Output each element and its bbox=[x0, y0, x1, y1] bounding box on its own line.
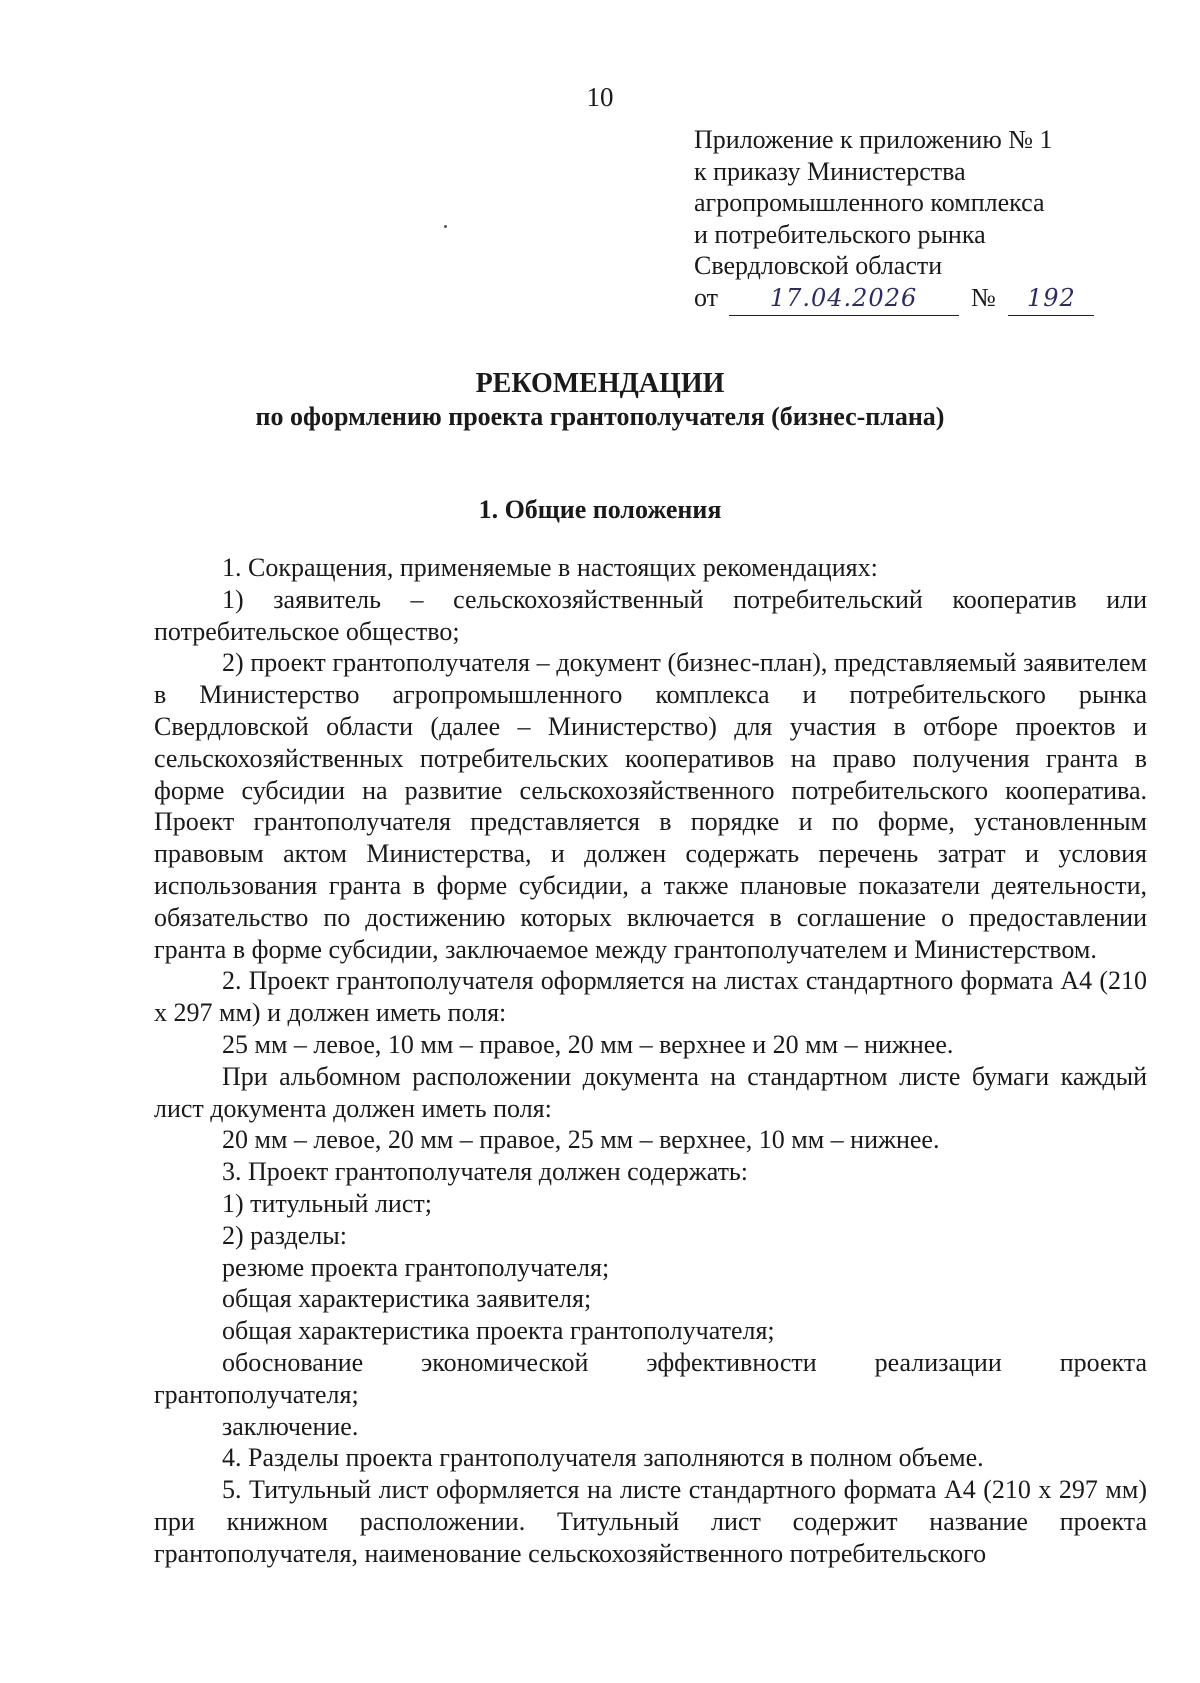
paragraph: 1. Сокращения, применяемые в настоящих рекомендациях: bbox=[222, 553, 878, 582]
handwritten-date: 17.04.2026 bbox=[729, 285, 959, 316]
scan-speck bbox=[444, 225, 447, 228]
paragraph: 1) заявитель – сельскохозяйственный потребительский кооператив или потребительское общество; bbox=[154, 584, 1147, 646]
paragraph: заключение. bbox=[222, 1411, 359, 1441]
paragraph: 20 мм – левое, 20 мм – правое, 25 мм – верхнее, 10 мм – нижнее. bbox=[222, 1125, 940, 1155]
body-text bbox=[154, 552, 1147, 1570]
appendix-date-line bbox=[694, 282, 1094, 316]
paragraph: 2) разделы: bbox=[222, 1220, 347, 1250]
paragraph: 5. Титульный лист оформляется на листе стандартного формата А4 (210 x 297 мм) при книжном расположении. Титульный лист содержит название проекта грантополучателя, наименование сельскохозяйственного потребительского bbox=[154, 1475, 1147, 1568]
paragraph: При альбомном расположении документа на стандартном листе бумаги каждый лист документа должен иметь поля: bbox=[154, 1061, 1147, 1123]
paragraph: 2) проект грантополучателя – документ (бизнес-план), представляемый заявителем в Министерство агропромышленного комплекса и потребительского рынка Свердловской области (далее – Министерство) для участия в отборе проектов и сельскохозяйственных потребительских кооперативов на право получения гранта в форме субсидии на развитие сельскохозяйственного потребительского кооператива. Проект грантополучателя представляется в порядке и по форме, установленным правовым актом Министерства, и должен содержать перечень затрат и условия использования гранта в форме субсидии, а также плановые показатели деятельности, обязательство по достижению которых включается в соглашение о предоставлении гранта в форме субсидии, заключаемое между грантополучателем и Министерством. bbox=[154, 648, 1147, 964]
paragraph: обоснование экономической эффективности реализации проекта грантополучателя; bbox=[154, 1347, 1147, 1409]
document-subtitle: по оформлению проекта грантополучателя (бизнес-плана) bbox=[255, 402, 945, 431]
handwritten-number: 192 bbox=[1008, 285, 1094, 316]
page-number: 10 bbox=[586, 82, 614, 112]
document-title: РЕКОМЕНДАЦИИ bbox=[475, 368, 725, 399]
paragraph: 4. Разделы проекта грантополучателя заполняются в полном объеме. bbox=[222, 1443, 984, 1473]
appendix-line: Приложение к приложению № 1 bbox=[694, 125, 1053, 154]
section-heading: 1. Общие положения bbox=[478, 495, 722, 524]
appendix-header bbox=[694, 124, 1094, 316]
appendix-line: Свердловской области bbox=[694, 251, 943, 280]
number-prefix: № bbox=[971, 282, 996, 312]
paragraph: 3. Проект грантополучателя должен содержать: bbox=[222, 1157, 749, 1187]
appendix-line: и потребительского рынка bbox=[694, 219, 986, 249]
paragraph: резюме проекта грантополучателя; bbox=[222, 1252, 610, 1282]
paragraph: 25 мм – левое, 10 мм – правое, 20 мм – верхнее и 20 мм – нижнее. bbox=[222, 1029, 954, 1059]
paragraph: 2. Проект грантополучателя оформляется на листах стандартного формата А4 (210 x 297 мм) и должен иметь поля: bbox=[154, 966, 1147, 1028]
paragraph: общая характеристика заявителя; bbox=[222, 1284, 592, 1314]
paragraph: общая характеристика проекта грантополучателя; bbox=[222, 1316, 775, 1346]
date-prefix: от bbox=[694, 282, 719, 312]
appendix-line: агропромышленного комплекса bbox=[694, 188, 1045, 217]
paragraph: 1) титульный лист; bbox=[222, 1188, 432, 1218]
appendix-line: к приказу Министерства bbox=[694, 156, 966, 186]
